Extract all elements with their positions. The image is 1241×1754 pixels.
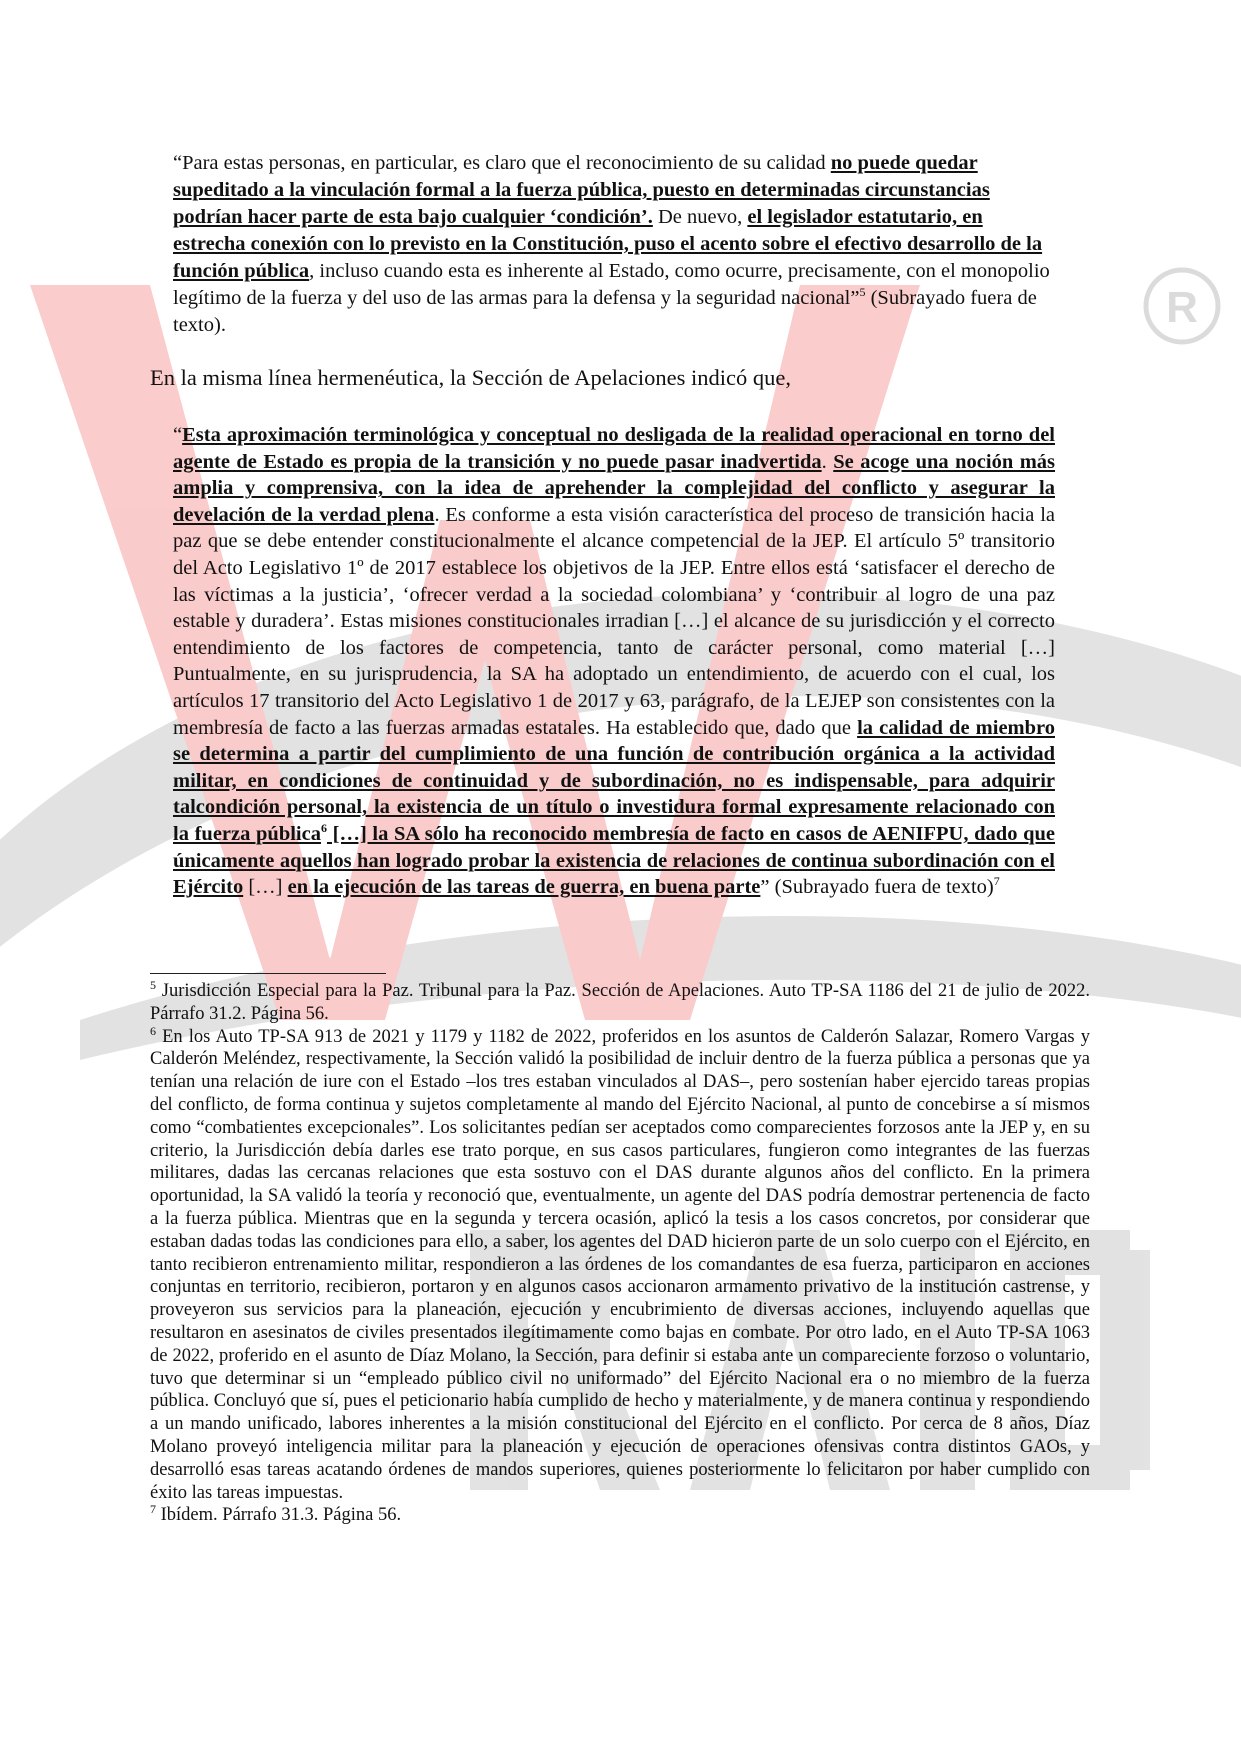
quote2-underlined-bold: la calidad de miembro se determina a partir del cumplimiento de una función de contribución orgánica a la actividad militar, en condiciones de continuidad y de subordinación, no es indispensable, para adquirir talcondición personal, la existencia de un título o investidura formal expresamente relacionado con la fuerza pública xyxy=(173,716,1055,845)
quote1-text: De nuevo, xyxy=(652,206,748,228)
quote2-underlined-bold: Se acoge una noción más amplia y comprensiva, con la idea de aprehender la complejidad del conflicto y asegurar la develación de la verdad plena xyxy=(173,450,1056,526)
quote2-text: […] xyxy=(243,876,288,899)
footnote-text: Ibídem. Párrafo 31.3. Página 56. xyxy=(156,1505,402,1526)
footnote-number: 7 xyxy=(150,1502,156,1517)
footnote-number: 6 xyxy=(150,1023,156,1038)
quote1-text: , incluso cuando esta es inherente al Estado, como ocurre, precisamente, con el monopolio legítimo de la fuerza y del uso de las armas para la defensa y la seguridad nacional” xyxy=(173,260,1050,309)
footnote-ref-7[interactable]: 7 xyxy=(993,874,1000,889)
quote1-underlined-bold: no puede quedar supeditado a la vinculación formal a la fuerza pública, puesto en determinadas circunstancias podrían hacer parte de esta bajo cualquier ‘condición’. xyxy=(173,152,990,228)
footnotes xyxy=(150,977,1090,1527)
footnote-separator xyxy=(150,973,386,974)
block-quote-2 xyxy=(173,422,1055,901)
quote2-underlined-bold: […] la SA sólo ha reconocido membresía de facto en casos de AENIFPU, dado que únicamente aquellos han logrado probar la existencia de relaciones de continua subordinación con el Ejército xyxy=(173,822,1055,899)
footnote-number: 5 xyxy=(150,977,156,992)
footnote-text: En los Auto TP-SA 913 de 2021 y 1179 y 1182 de 2022, proferidos en los asuntos de Calderón Salazar, Romero Vargas y Calderón Meléndez, respectivamente, la Sección validó la posibilidad de incluir dentro de la fuerza pública a personas que ya tenían una relación de iure con el Estado –los tres estaban vinculados al DAS–, pero sostenían haber ejercido tareas propias del conflicto, de forma continua y sujetos completamente al mando del Ejército Nacional, al punto de concebirse a sí mismos como “combatientes excepcionales”. Los solicitantes pedían ser aceptados como comparecientes forzosos ante la JEP y, en su criterio, la Jurisdicción debía darles ese trato porque, en sus casos particulares, fungieron como integrantes de las fuerzas militares, dadas las cercanas relaciones que esta sostuvo con el DAS durante algunos años del conflicto. En la primera oportunidad, la SA validó la teoría y reconoció que, eventualmente, un agente del DAS podría demostrar pertenencia de facto a la fuerza pública. Mientras que en la segunda y tercera ocasión, aplicó la tesis a los casos concretos, por considerar que estaban dadas todas las condiciones para ello, a saber, los agentes del DAD hicieron parte de un solo cuerpo con el Ejército, en tanto recibieron entrenamiento militar, respondieron a las órdenes de los comandantes de esa fuerza, participaron en acciones conjuntas en territorio, recibieron, portaron y en algunos casos accionaron armamento privativo de la institución castrense, y proveyeron sus servicios para la planeación, ejecución y encubrimiento de diversas acciones, incluyendo aquellas que resultaron en asesinatos de civiles presentados ilegítimamente como bajas en combate. Por otro lado, en el Auto TP-SA 1063 de 2022, proferido en el asunto de Díaz Molano, la Sección, para definir si estaba ante un compareciente forzoso o voluntario, tuvo que determinar si un “empleado público civil no uniformado” del Ejército Nacional era o no miembro de la fuerza pública. Concluyó que sí, pues el peticionario había cumplido de hecho y materialmente, y de manera continua y respondiendo a un mando unificado, labores inherentes a la misión constitucional del Ejército en el conflicto. Por cerca de 8 años, Díaz Molano proveyó inteligencia militar para la planeación y ejecución de operaciones ofensivas contra distintos GAOs, y desarrolló esas tareas acatando órdenes de mandos superiores, quienes posteriormente lo felicitaron por haber cumplido con éxito las tareas impuestas. xyxy=(150,1026,1090,1503)
registered-mark-letter: R xyxy=(1166,283,1198,332)
quote1-text: (Subrayado fuera de texto). xyxy=(173,287,1037,336)
quote2-text: . xyxy=(821,450,834,473)
quote2-text: ” (Subrayado fuera de texto) xyxy=(760,876,994,899)
footnote-6 xyxy=(150,1023,1090,1505)
quote2-underlined-bold: en la ejecución de las tareas de guerra, en buena parte xyxy=(287,876,761,899)
quote2-text: “ xyxy=(173,424,183,446)
footnote-ref-5[interactable]: 5 xyxy=(859,285,866,300)
footnote-5 xyxy=(150,977,1090,1026)
block-quote-1 xyxy=(173,150,1055,339)
footnote-ref-6[interactable]: 6 xyxy=(320,821,327,836)
quote1-text: “Para estas personas, en particular, es claro que el reconocimiento de su calidad xyxy=(173,152,831,174)
footnote-7 xyxy=(150,1504,1090,1527)
body-paragraph: En la misma línea hermenéutica, la Sección de Apelaciones indicó que, xyxy=(150,365,792,390)
quote2-text: . Es conforme a esta visión característica del proceso de transición hacia la paz que se debe entender constitucionalmente el alcance competencial de la JEP. El artículo 5º transitorio del Acto Legislativo 1º de 2017 establece los objetivos de la JEP. Entre ellos está ‘satisfacer el derecho de las víctimas a la justicia’, ‘ofrecer verdad a la sociedad colombiana’ y ‘contribuir al logro de una paz estable y duradera’. Estas misiones constitucionales irradian […] el alcance de su jurisdicción y el correcto entendimiento de los factores de competencia, tanto de carácter personal, como material […] Puntualmente, en su jurisprudencia, la SA ha adoptado un entendimiento, de acuerdo con el cual, los artículos 17 transitorio del Acto Legislativo 1 de 2017 y 63, parágrafo, de la LEJEP son consistentes con la membresía de facto a las fuerzas armadas estatales. Ha establecido que, dado que xyxy=(173,503,1055,739)
footnote-text: Jurisdicción Especial para la Paz. Tribunal para la Paz. Sección de Apelaciones. Auto TP-SA 1186 del 21 de julio de 2022. Párrafo 31.2. Página 56. xyxy=(150,981,1090,1024)
quote1-underlined-bold: el legislador estatutario, en estrecha conexión con lo previsto en la Constitución, puso el acento sobre el efectivo desarrollo de la función pública xyxy=(173,206,1043,282)
quote2-underlined-bold: Esta aproximación terminológica y conceptual no desligada de la realidad operacional en torno del agente de Estado es propia de la transición y no puede pasar inadvertida xyxy=(173,424,1055,473)
